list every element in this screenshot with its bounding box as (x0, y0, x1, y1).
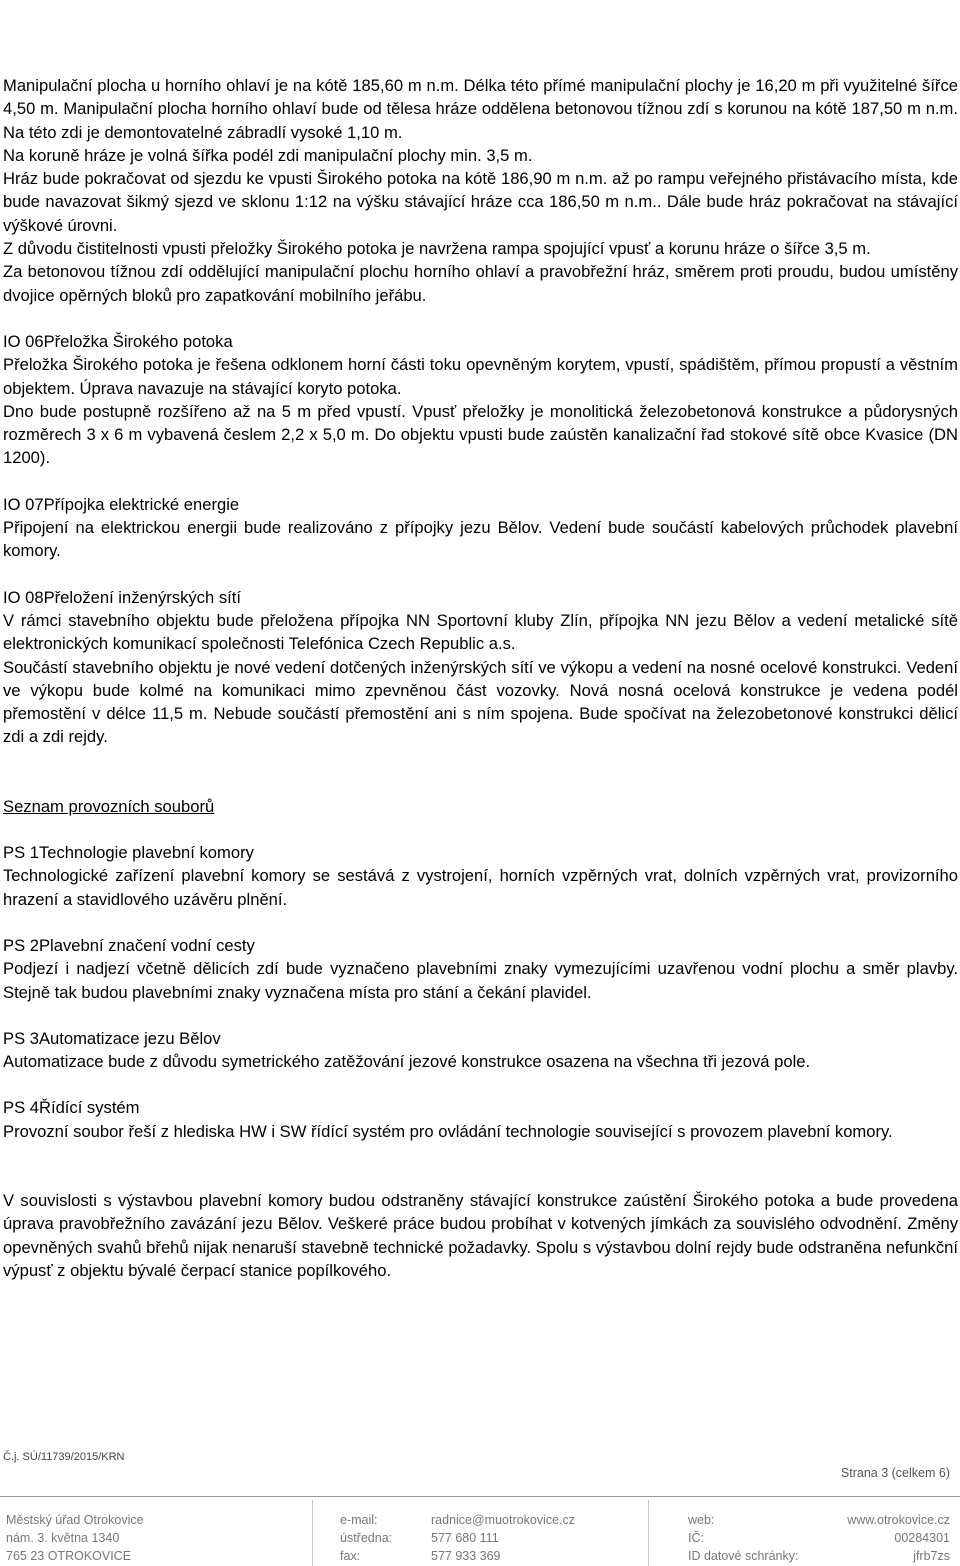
email-value[interactable]: radnice@muotrokovice.cz (431, 1513, 575, 1527)
paragraph: Technologické zařízení plavební komory se sestává z vystrojení, horních vzpěrných vrat, dolních vzpěrných vrat, provizorního hrazení a stavidlového uzávěru plnění. (3, 866, 958, 909)
footer-org-values (847, 1511, 950, 1565)
email-label: e-mail: (340, 1513, 378, 1527)
phone-label: ústředna: (340, 1531, 393, 1545)
footer-divider (0, 1496, 960, 1497)
document-body (3, 74, 958, 1282)
paragraph: Manipulační plocha u horního ohlaví je na kótě 185,60 m n.m. Délka této přímé manipulační plochy je 16,20 m při využitelné šířce 4,50 m. Manipulační plocha horního ohlaví bude od tělesa hráze oddělena betonovou tížnou zdí s korunou na kótě 187,50 m n.m. Na této zdi je demontovatelné zábradlí vysoké 1,10 m. (3, 76, 958, 142)
section-title-io06: IO 06Přeložka Širokého potoka (3, 331, 233, 351)
paragraph: V souvislosti s výstavbou plavební komory budou odstraněny stávající konstrukce zaústění Širokého potoka a bude provedena úprava pravobřežního zavázání jezu Bělov. Veškeré práce budou probíhat v kotvených jímkách za souvislého odvodnění. Změny opevněných svahů břehů nijak nenaruší stavebně technické požadavky. Spolu s výstavbou dolní rejdy bude odstraněna nefunkční výpusť z objektu bývalé čerpací stanice popílkového. (3, 1190, 958, 1280)
fax-value: 577 933 369 (431, 1549, 501, 1563)
section-title-ps4: PS 4Řídící systém (3, 1098, 140, 1118)
paragraph: Dno bude postupně rozšířeno až na 5 m před vpustí. Vpusť přeložky je monolitická železobetonová konstrukce a půdorysných rozměrech 3 x 6 m vybavená česlem 2,2 x 5,0 m. Do objektu vpusti bude zaústěn kanalizační řad stokové sítě obce Kvasice (DN 1200). (3, 401, 958, 468)
section-title-ps3: PS 3Automatizace jezu Bělov (3, 1028, 221, 1048)
paragraph: V rámci stavebního objektu bude přeložena přípojka NN Sportovní kluby Zlín, přípojka NN jezu Bělov a vedení metalické sítě elektronických komunikací společnosti Telefónica Czech Republic a.s. (3, 610, 958, 654)
paragraph: Součástí stavebního objektu je nové vedení dotčených inženýrských sítí ve výkopu a vedení na nosné ocelové konstrukci. Vedení ve výkopu bude kolmé na komunikaci mimo zpevněnou část vozovky. Nová nosná ocelová konstrukce je vedena podél přemostění v délce 11,5 m. Nebude součástí přemostění ani s ním spojena. Bude spočívat na železobetonové konstrukci dělicí zdi a zdi rejdy. (3, 657, 958, 747)
fax-label: fax: (340, 1549, 361, 1563)
section-title-io08: IO 08Přeložení inženýrských sítí (3, 587, 241, 607)
paragraph: Připojení na elektrickou energii bude realizováno z přípojky jezu Bělov. Vedení bude součástí kabelových průchodek plavební komory. (3, 518, 958, 561)
paragraph: Na koruně hráze je volná šířka podél zdi manipulační plochy min. 3,5 m. (3, 145, 533, 165)
office-street: nám. 3. května 1340 (6, 1531, 120, 1545)
page-number: Strana 3 (celkem 6) (840, 1466, 950, 1480)
databox-label: ID datové schránky: (688, 1549, 799, 1563)
web-value[interactable]: www.otrokovice.cz (847, 1513, 950, 1527)
databox-value: jfrb7zs (913, 1549, 950, 1563)
paragraph: Přeložka Širokého potoka je řešena odklonem horní části toku opevněným korytem, vpustí, spádištěm, přímou propustí a věstním objektem. Úprava navazuje na stávající koryto potoka. (3, 355, 958, 398)
phone-value: 577 680 111 (431, 1531, 499, 1545)
ic-label: IČ: (688, 1531, 704, 1545)
section-heading-ps: Seznam provozních souborů (3, 796, 215, 816)
footer-contact-values (431, 1511, 575, 1565)
paragraph: Provozní soubor řeší z hlediska HW i SW řídící systém pro ovládání technologie související s provozem plavební komory. (3, 1121, 893, 1141)
section-title-ps1: PS 1Technologie plavební komory (3, 843, 254, 863)
paragraph: Z důvodu čistitelnosti vpusti přeložky Širokého potoka je navržena rampa spojující vpusť a korunu hráze o šířce 3,5 m. (3, 239, 871, 259)
section-title-ps2: PS 2Plavební značení vodní cesty (3, 935, 255, 955)
web-label: web: (688, 1513, 715, 1527)
reference-number: Č.j. SÚ/11739/2015/KRN (3, 1451, 125, 1463)
section-title-io07: IO 07Přípojka elektrické energie (3, 494, 240, 514)
office-city: 765 23 OTROKOVICE (6, 1549, 132, 1563)
paragraph: Za betonovou tížnou zdí oddělující manipulační plochu horního ohlaví a pravobřežní hráz, směrem proti proudu, budou umístěny dvojice opěrných bloků pro zapatkování mobilního jeřábu. (3, 262, 958, 305)
footer-org-labels (688, 1511, 798, 1565)
paragraph: Automatizace bude z důvodu symetrického zatěžování jezové konstrukce osazena na všechna tři jezová pole. (3, 1052, 811, 1072)
ic-value: 00284301 (894, 1531, 950, 1545)
footer-office (6, 1511, 144, 1565)
office-name: Městský úřad Otrokovice (6, 1513, 144, 1527)
paragraph: Podjezí i nadjezí včetně dělicích zdí bude vyznačeno plavebními znaky vymezujícími uzavřenou vodní plochu a směr plavby. Stejně tak budou plavebními znaky vyznačena místa pro stání a čekání plavidel. (3, 959, 958, 1002)
footer (0, 1511, 960, 1566)
paragraph: Hráz bude pokračovat od sjezdu ke vpusti Širokého potoka na kótě 186,90 m n.m. až po rampu veřejného přistávacího místa, kde bude navazovat šikmý sjezd ve sklonu 1:12 na výšku stávající hráze cca 186,50 m n.m.. Dále bude hráz pokračovat na stávající výškové úrovni. (3, 169, 958, 235)
footer-contact-labels (340, 1511, 392, 1565)
